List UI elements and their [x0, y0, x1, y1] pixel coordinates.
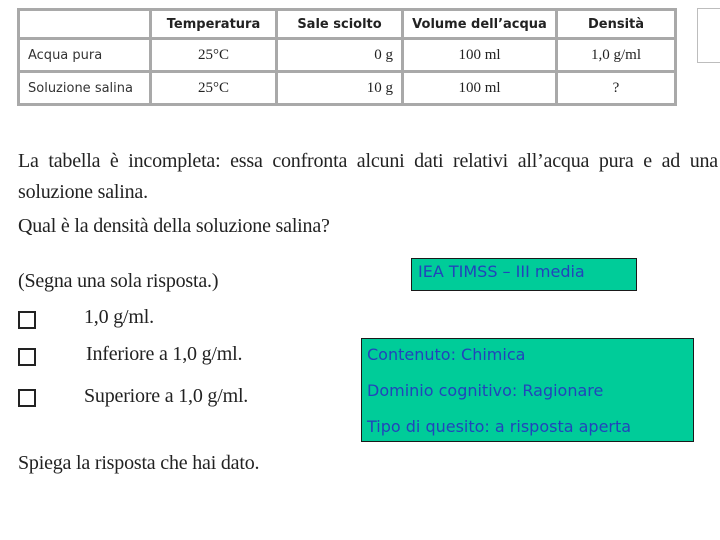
- partial-frame: [697, 8, 720, 63]
- option-label: 1,0 g/ml.: [84, 306, 154, 328]
- checkbox[interactable]: [18, 389, 36, 407]
- table-header-cell: Volume dell’acqua: [403, 10, 557, 39]
- table-cell: 1,0 g/ml: [557, 39, 676, 72]
- table-cell: 10 g: [277, 72, 403, 105]
- table-header-cell: Temperatura: [151, 10, 277, 39]
- table-row-label: Soluzione salina: [19, 72, 151, 105]
- question-type-line: Tipo di quesito: a risposta aperta: [367, 417, 632, 436]
- table-header-cell: [19, 10, 151, 39]
- table-row: [19, 72, 676, 105]
- question-intro: La tabella è incompleta: essa confronta alcuni dati relativi all’acqua pura e ad una soluzione salina.: [18, 150, 718, 203]
- table-header-cell: Sale sciolto: [277, 10, 403, 39]
- option-2[interactable]: [18, 344, 36, 370]
- option-label: Superiore a 1,0 g/ml.: [84, 385, 249, 407]
- table-cell: 0 g: [277, 39, 403, 72]
- table-cell: 100 ml: [403, 72, 557, 105]
- table-row: [19, 39, 676, 72]
- content-line: Contenuto: Chimica: [367, 345, 526, 364]
- item-info-box: [361, 338, 694, 442]
- table-row-label: Acqua pura: [19, 39, 151, 72]
- source-badge: IEA TIMSS – III media: [411, 258, 637, 291]
- option-label: Inferiore a 1,0 g/ml.: [86, 343, 243, 365]
- table-cell: 100 ml: [403, 39, 557, 72]
- cognitive-domain-line: Dominio cognitivo: Ragionare: [367, 381, 604, 400]
- explain-instruction: Spiega la risposta che hai dato.: [18, 452, 260, 474]
- answer-instruction: (Segna una sola risposta.): [18, 270, 219, 292]
- option-3[interactable]: [18, 385, 36, 411]
- table-header-cell: Densità: [557, 10, 676, 39]
- checkbox[interactable]: [18, 348, 36, 366]
- option-1[interactable]: [18, 307, 36, 333]
- checkbox[interactable]: [18, 311, 36, 329]
- table-cell: 25°C: [151, 72, 277, 105]
- question-prompt: Qual è la densità della soluzione salina?: [18, 215, 330, 237]
- table-cell: 25°C: [151, 39, 277, 72]
- table-cell: ?: [557, 72, 676, 105]
- table-header-row: [19, 10, 676, 39]
- data-table: [17, 8, 677, 106]
